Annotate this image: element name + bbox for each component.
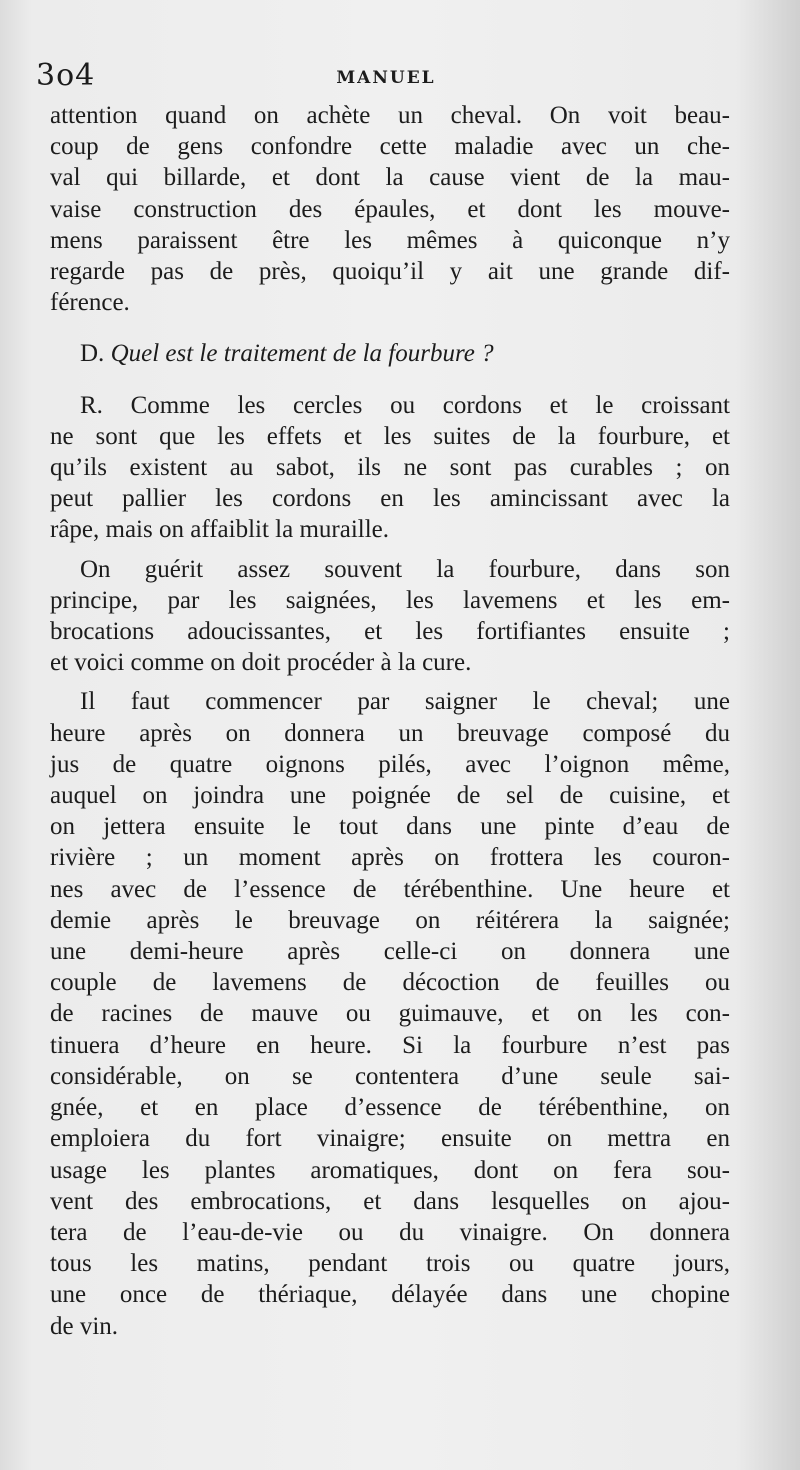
text-line: une once de thériaque, délayée dans une chopine <box>50 1281 730 1309</box>
text-line: nes avec de l’essence de térébenthine. Une heure et <box>50 875 730 903</box>
paragraph-1 <box>50 100 730 318</box>
text-line: de racines de mauve ou guimauve, et on les con- <box>50 1000 730 1028</box>
text-line: emploiera du fort vinaigre; ensuite on mettra en <box>50 1125 730 1153</box>
text-line: heure après on donnera un breuvage composé du <box>50 719 730 747</box>
question-text: Quel est le traitement de la fourbure ? <box>110 340 494 368</box>
text-line: tinuera d’heure en heure. Si la fourbure n’est pas <box>50 1031 730 1059</box>
text-line: férence. <box>50 289 130 317</box>
text-line: qu’ils existent au sabot, ils ne sont pas curables ; on <box>50 454 730 482</box>
page-number: 3o4 <box>36 58 96 93</box>
text-line: principe, par les saignées, les lavemens et les em- <box>50 586 730 614</box>
text-line: regarde pas de près, quoiqu’il y ait une grande dif- <box>50 258 730 286</box>
paragraph-answer <box>50 390 730 546</box>
text-line: brocations adoucissantes, et les fortifiantes ensuite ; <box>50 618 730 646</box>
text-line: considérable, on se contentera d’une seule sai- <box>50 1062 730 1090</box>
text-line: demie après le breuvage on réitérera la saignée; <box>50 906 730 934</box>
text-line: usage les plantes aromatiques, dont on fera sou- <box>50 1156 730 1184</box>
body-text <box>50 100 730 1342</box>
text-line: auquel on joindra une poignée de sel de cuisine, et <box>50 782 730 810</box>
text-line: on jettera ensuite le tout dans une pinte d’eau de <box>50 813 730 841</box>
text-line: coup de gens confondre cette maladie avec un che- <box>50 133 730 161</box>
text-line: vent des embrocations, et dans lesquelles on ajou- <box>50 1187 730 1215</box>
text-line: vaise construction des épaules, et dont les mouve- <box>50 195 730 223</box>
text-line: jus de quatre oignons pilés, avec l’oignon même, <box>50 750 730 778</box>
text-line: couple de lavemens de décoction de feuilles ou <box>50 969 730 997</box>
text-line: gnée, et en place d’essence de térébenthine, on <box>50 1094 730 1122</box>
text-line: tous les matins, pendant trois ou quatre jours, <box>50 1250 730 1278</box>
paragraph-3 <box>50 554 730 679</box>
text-line: et voici comme on doit procéder à la cure. <box>50 649 472 677</box>
text-line: de vin. <box>50 1312 119 1340</box>
question-heading <box>50 338 730 369</box>
text-line: On guérit assez souvent la fourbure, dans son <box>80 555 730 583</box>
text-line: tera de l’eau-de-vie ou du vinaigre. On donnera <box>50 1218 730 1246</box>
text-line: ne sont que les effets et les suites de la fourbure, et <box>50 422 730 450</box>
question-label: D. <box>80 340 105 368</box>
running-title: MANUEL <box>336 68 436 88</box>
text-line: mens paraissent être les mêmes à quiconque n’y <box>50 226 730 254</box>
text-line: peut pallier les cordons en les amincissant avec la <box>50 485 730 513</box>
text-line: R. Comme les cercles ou cordons et le croissant <box>80 391 730 419</box>
text-line: val qui billarde, et dont la cause vient de la mau- <box>50 164 730 192</box>
text-line: une demi-heure après celle-ci on donnera une <box>50 938 730 966</box>
text-line: râpe, mais on affaiblit la muraille. <box>50 516 390 544</box>
text-line: rivière ; un moment après on frottera les couron- <box>50 844 730 872</box>
paragraph-4 <box>50 686 730 1341</box>
text-line: Il faut commencer par saigner le cheval; une <box>80 688 730 716</box>
text-line: attention quand on achète un cheval. On voit beau- <box>50 102 730 129</box>
running-header <box>36 58 736 98</box>
